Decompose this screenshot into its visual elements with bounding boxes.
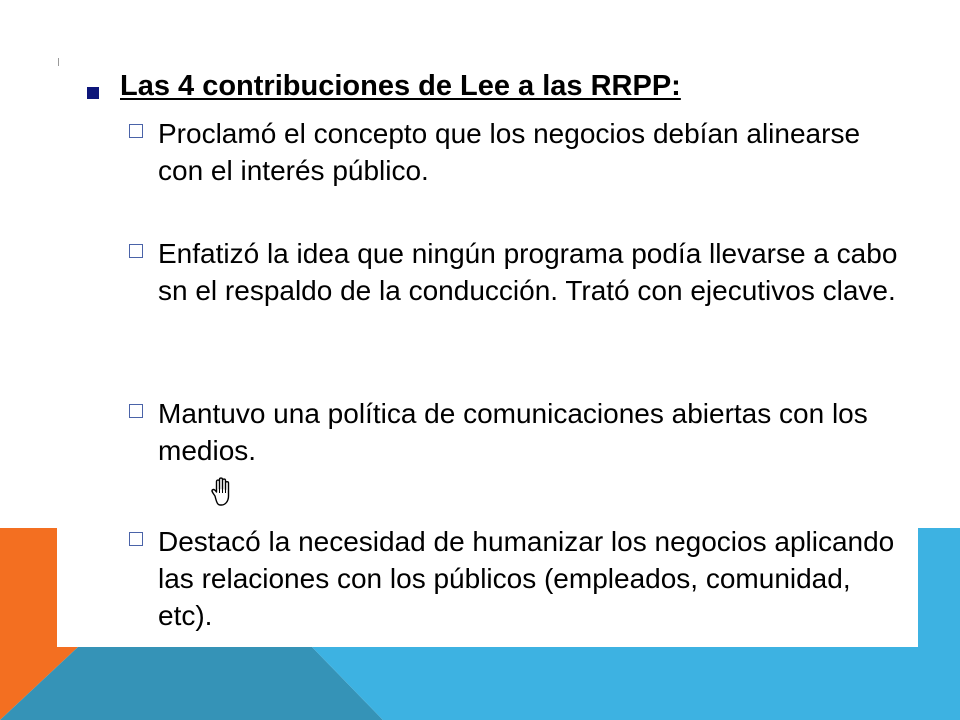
list-item-text: Enfatizó la idea que ningún programa podía llevarse a cabo sn el respaldo de la conducción. Trató con ejecutivos clave. — [158, 238, 898, 306]
slide-heading: Las 4 contribuciones de Lee a las RRPP: — [120, 70, 681, 102]
checkbox-bullet-icon — [129, 532, 143, 546]
hand-cursor-icon — [207, 476, 237, 508]
panel-tick-mark — [58, 58, 59, 66]
list-item-text: Proclamó el concepto que los negocios debían alinearse con el interés público. — [158, 118, 861, 186]
checkbox-bullet-icon — [129, 244, 143, 258]
square-bullet-icon — [87, 87, 99, 99]
checkbox-bullet-icon — [129, 404, 143, 418]
checkbox-bullet-icon — [129, 124, 143, 138]
list-item-text: Destacó la necesidad de humanizar los negocios aplicando las relaciones con los públicos (empleados, comunidad, etc). — [158, 526, 895, 631]
content-panel — [57, 40, 918, 647]
list-item-text: Mantuvo una política de comunicaciones abiertas con los medios. — [158, 398, 868, 466]
